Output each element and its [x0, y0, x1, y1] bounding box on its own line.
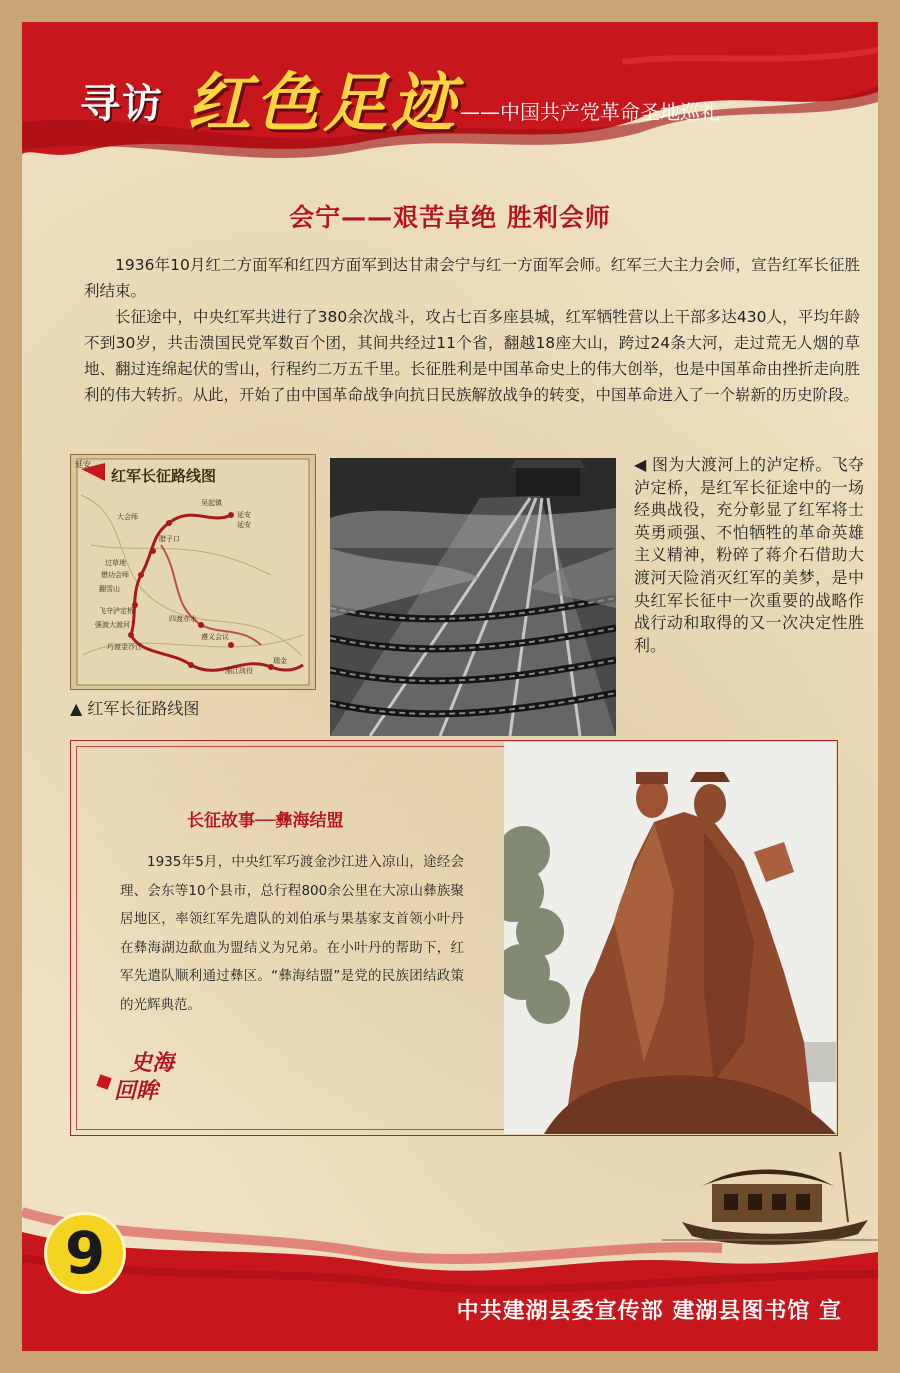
header-title-main: 红色足迹 [187, 66, 459, 141]
yihai-alliance-statue-photo [504, 742, 836, 1134]
long-march-map-image [70, 454, 316, 690]
map-place-label: 瑞金 [273, 657, 287, 665]
page-number-badge: 9 [44, 1212, 126, 1294]
footer-credit: 中共建湖县委宣传部 建湖县图书馆 宣 [456, 1299, 842, 1324]
map-place-label: 延安 [237, 521, 251, 529]
header-title-prefix: 寻访 [80, 80, 164, 127]
map-place-label: 吴起镇 [201, 499, 222, 507]
map-title: 红军长征路线图 [111, 467, 217, 485]
map-corner-label: 延安 [75, 460, 91, 469]
map-place-label: 巧渡金沙江 [107, 643, 142, 651]
history-review-stamp [96, 1042, 176, 1106]
map-caption: ▲ 红军长征路线图 [70, 699, 200, 718]
header-subtitle: ——中国共产党革命圣地巡礼 [460, 100, 720, 124]
article-intro [84, 252, 860, 408]
intro-paragraph-2: 长征途中，中央红军共进行了380余次战斗，攻占七百多座县城，红军牺牲营以上干部多达430人，平均年龄不到30岁，共击溃国民党军数百个团，其间共经过11个省，翻越18座大山，跨过24条大河，走过荒无人烟的草地、翻过连绵起伏的雪山，行程约二万五千里。长征胜利是中国革命史上的伟大创举，也是中国革命由挫折走向胜利的伟大转折。从此，开始了由中国革命战争向抗日民族解放战争的转变，中国革命进入了一个崭新的历史阶段。 [84, 308, 860, 404]
map-place-label: 四渡赤水 [169, 615, 197, 623]
map-place-label: 遵义会议 [201, 633, 229, 641]
stamp-line-2: 回眸 [114, 1078, 159, 1104]
bridge-caption: ◀ 图为大渡河上的泸定桥。飞夺泸定桥，是红军长征途中的一场经典战役，充分彰显了红军将士英勇顽强、不怕牺牲的革命英雄主义精神，粉碎了蒋介石借助大渡河天险消灭红军的美梦，是中央红军长征中一次重要的战略作战行动和取得的又一次决定性胜利。 [634, 455, 864, 655]
stamp-line-1: 史海 [130, 1050, 175, 1076]
paper-background [22, 22, 878, 1351]
article-title: 会宁——艰苦卓绝 胜利会师 [289, 203, 611, 232]
story-body [120, 848, 464, 1019]
map-place-label: 大会师 [117, 513, 138, 521]
map-place-label: 懋功会师 [101, 571, 129, 579]
map-place-label: 翻雪山 [99, 585, 120, 593]
story-title: 长征故事──彝海结盟 [187, 811, 344, 831]
map-place-label: 过草地 [105, 559, 126, 567]
luding-bridge-photo [330, 458, 616, 736]
map-place-label: 延安 [237, 511, 251, 519]
map-place-label: 湘江战役 [225, 667, 253, 675]
story-paragraph: 1935年5月，中央红军巧渡金沙江进入凉山，途经会理、会东等10个县市，总行程800余公里在大凉山彝族聚居地区，率领红军先遣队的刘伯承与果基家支首领小叶丹在彝海湖边歃血为盟结义为兄弟。在小叶丹的帮助下，红军先遣队顺利通过彝区。“彝海结盟”是党的民族团结政策的光辉典范。 [120, 854, 464, 1013]
red-boat-illustration [662, 1142, 878, 1252]
map-place-label: 强渡大渡河 [95, 621, 130, 629]
map-place-label: 腊子口 [159, 535, 180, 543]
map-place-label: 飞夺泸定桥 [99, 607, 134, 615]
intro-paragraph-1: 1936年10月红二方面军和红四方面军到达甘肃会宁与红一方面军会师。红军三大主力会师，宣告红军长征胜利结束。 [84, 256, 860, 300]
